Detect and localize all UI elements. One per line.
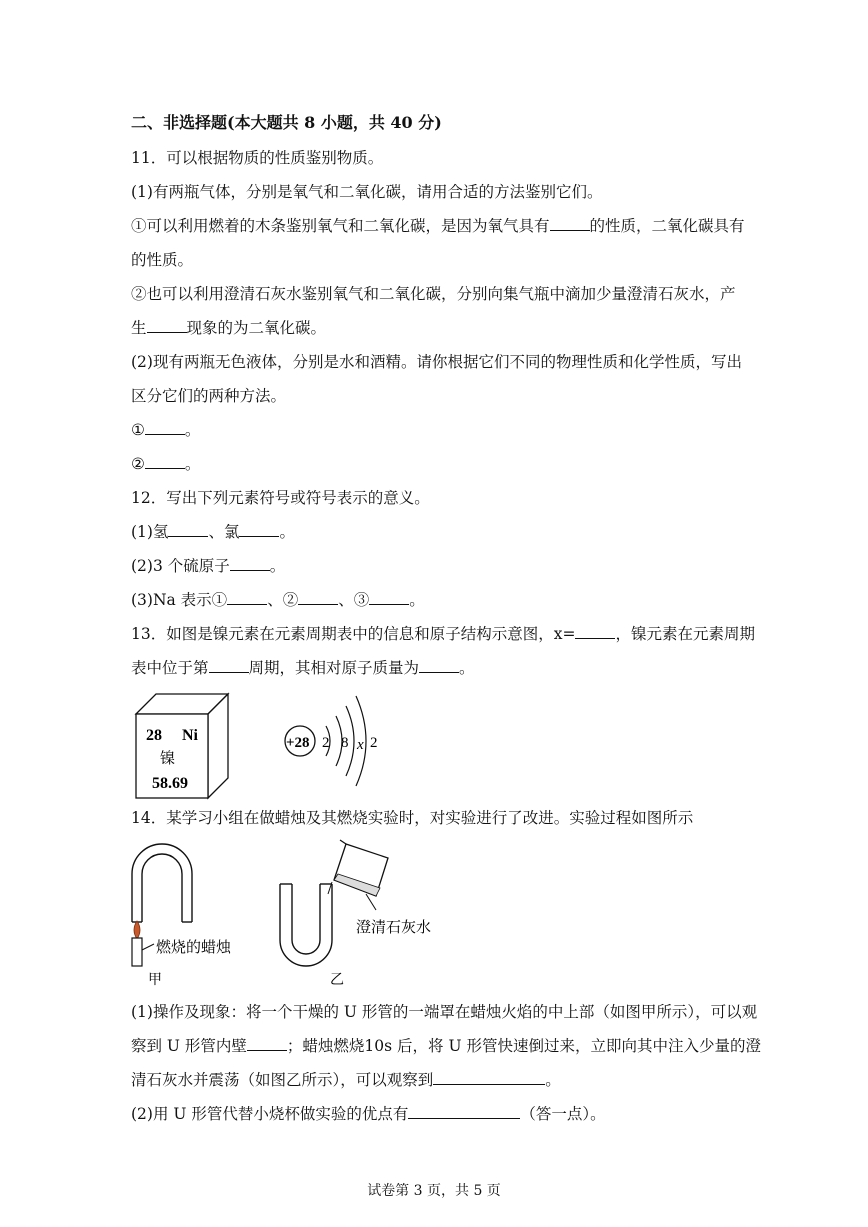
q13-line1 [131,624,755,644]
answer-blank[interactable] [145,420,185,435]
q11-part1-b-cont [131,318,741,338]
q11-part2-method1 [131,420,741,440]
q11-part1-a [131,216,745,236]
answer-blank[interactable] [239,522,279,537]
answer-blank[interactable] [419,658,459,673]
q12-stem: 12．写出下列元素符号或符号表示的意义。 [131,489,430,507]
answer-blank[interactable] [369,590,409,605]
answer-blank[interactable] [433,1070,545,1085]
period: 。 [279,523,295,541]
answer-blank[interactable] [145,454,185,469]
q11-stem: 11．可以根据物质的性质鉴别物质。 [131,149,384,167]
answer-blank[interactable] [575,624,615,639]
answer-blank[interactable] [408,1104,520,1119]
nucleus-charge: +28 [286,735,310,751]
period: 。 [184,455,201,473]
element-symbol: Ni [182,727,198,744]
q11-part1: (1)有两瓶气体，分别是氧气和二氧化碳，请用合适的方法鉴别它们。 [131,183,603,201]
q12-part2 [131,556,741,576]
period: 。 [545,1071,561,1089]
marker-1: ① [131,421,145,439]
q13-text: 13．如图是镍元素在元素周期表中的信息和原子结构示意图，x= [131,625,576,643]
answer-blank[interactable] [168,522,208,537]
element-mass: 58.69 [152,775,188,792]
answer-blank[interactable] [298,590,338,605]
shell-3: x [357,737,364,753]
figure-yi-label: 乙 [330,973,344,988]
element-number: 28 [146,727,162,744]
q12-part1-text: (1)氢 [131,523,169,541]
q11-part1-b-cont-text2: 现象的为二氧化碳。 [186,319,327,337]
q14-part1-c [131,1070,741,1090]
q11-part1-a-cont: 的性质。 [131,251,194,269]
shell-4: 2 [370,735,378,751]
q14-part1-b-text2: ；蜡烛燃烧10s 后，将 U 形管快速倒过来，立即向其中注入少量的澄 [286,1037,761,1055]
q12-part2-text: (2)3 个硫原子 [131,557,230,575]
answer-blank[interactable] [550,216,590,231]
section-title: 二、非选择题(本大题共 8 小题，共 40 分) [131,113,442,132]
q11-part2-cont: 区分它们的两种方法。 [131,387,287,405]
answer-blank[interactable] [230,556,270,571]
candle-label: 燃烧的蜡烛 [156,940,232,956]
q14-part1-c-text: 清石灰水并震荡（如图乙所示），可以观察到 [131,1071,434,1089]
period: 。 [269,557,286,575]
q11-part1-a-text2: 的性质，二氧化碳具有 [589,217,745,235]
q12-part3-text: (3)Na 表示① [131,591,228,609]
shell-1: 2 [322,735,330,751]
q14-stem: 14．某学习小组在做蜡烛及其燃烧实验时，对实验进行了改进。实验过程如图所示 [131,809,694,827]
u-tube-candle-figure [126,838,256,992]
q13-text2: ，镍元素在元素周期 [615,625,755,643]
candle-icon [132,938,142,966]
flame-icon [134,921,140,939]
beaker-icon [334,840,388,896]
page-footer: 试卷第 3 页，共 5 页 [367,1183,501,1199]
figure-jia-label: 甲 [148,973,162,988]
shell-2: 8 [341,735,349,751]
q14-part2 [131,1104,741,1124]
q11-part2: (2)现有两瓶无色液体，分别是水和酒精。请你根据它们不同的物理性质和化学性质，写出 [131,353,742,371]
q12-part1 [131,522,741,542]
answer-blank[interactable] [247,1036,287,1051]
answer-blank[interactable] [147,318,187,333]
element-name: 镍 [160,751,176,767]
answer-blank[interactable] [209,658,249,673]
q11-part1-b: ②也可以利用澄清石灰水鉴别氧气和二氧化碳，分别向集气瓶中滴加少量澄清石灰水，产 [131,285,736,303]
q14-part1-b-text: 察到 U 形管内壁 [131,1037,247,1055]
q14-part1-a: (1)操作及现象：将一个干燥的 U 形管的一端罩在蜡烛火焰的中上部（如图甲所示），可以观 [131,1003,758,1021]
q12-part3 [131,590,741,610]
period: 。 [409,591,425,609]
q14-part1-b [131,1036,761,1056]
period: 。 [459,659,475,677]
answer-blank[interactable] [227,590,267,605]
q12-part3-text3: 、③ [338,591,370,609]
q12-part3-text2: 、② [267,591,299,609]
element-card-figure [132,690,232,806]
q14-part2-text: (2)用 U 形管代替小烧杯做实验的优点有 [131,1105,409,1123]
q13-text4: 周期，其相对原子质量为 [248,659,420,677]
q11-part2-method2 [131,454,741,474]
q14-part2-text2: （答一点）。 [520,1105,606,1123]
q13-line2 [131,658,741,678]
marker-2: ② [131,455,145,473]
q12-part1-text2: 、氯 [208,523,240,541]
q11-part1-b-cont-text: 生 [131,319,147,337]
q11-part1-a-text: ①可以利用燃着的木条鉴别氧气和二氧化碳，是因为氧气具有 [131,217,550,235]
q13-text3: 表中位于第 [131,659,209,677]
u-tube-limewater-figure [276,838,446,992]
period: 。 [184,421,201,439]
limewater-label: 澄清石灰水 [356,920,432,936]
atom-structure-figure [280,688,390,800]
